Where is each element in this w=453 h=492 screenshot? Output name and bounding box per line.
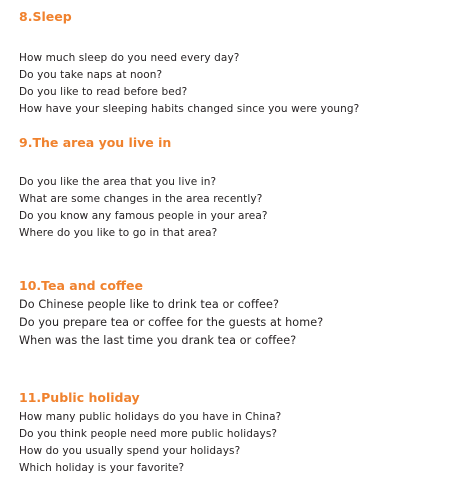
question-item: Do you take naps at noon? bbox=[19, 69, 163, 81]
section-heading: 9.The area you live in bbox=[19, 135, 172, 150]
question-item: How have your sleeping habits changed since you were young? bbox=[19, 103, 360, 115]
question-list bbox=[19, 409, 447, 477]
question-item: Do you know any famous people in your area? bbox=[19, 210, 268, 222]
question-item: When was the last time you drank tea or coffee? bbox=[19, 334, 297, 347]
question-item: What are some changes in the area recently? bbox=[19, 193, 263, 205]
question-item: Do Chinese people like to drink tea or coffee? bbox=[19, 298, 280, 311]
question-list bbox=[19, 50, 447, 118]
section-heading: 10.Tea and coffee bbox=[19, 278, 143, 293]
section-area-you-live-in bbox=[19, 135, 447, 242]
question-item: Do you think people need more public holidays? bbox=[19, 428, 278, 440]
question-item: Where do you like to go in that area? bbox=[19, 227, 218, 239]
question-item: Do you prepare tea or coffee for the guests at home? bbox=[19, 316, 324, 329]
section-sleep bbox=[19, 9, 447, 118]
question-list bbox=[19, 174, 447, 242]
section-public-holiday bbox=[19, 390, 447, 477]
question-item: How do you usually spend your holidays? bbox=[19, 445, 241, 457]
question-list bbox=[19, 296, 447, 350]
question-item: Do you like to read before bed? bbox=[19, 86, 188, 98]
question-item: Do you like the area that you live in? bbox=[19, 176, 217, 188]
question-item: How many public holidays do you have in China? bbox=[19, 411, 282, 423]
section-heading: 11.Public holiday bbox=[19, 390, 140, 405]
question-item: Which holiday is your favorite? bbox=[19, 462, 185, 474]
question-item: How much sleep do you need every day? bbox=[19, 52, 240, 64]
section-heading: 8.Sleep bbox=[19, 9, 72, 24]
section-tea-and-coffee bbox=[19, 278, 447, 350]
